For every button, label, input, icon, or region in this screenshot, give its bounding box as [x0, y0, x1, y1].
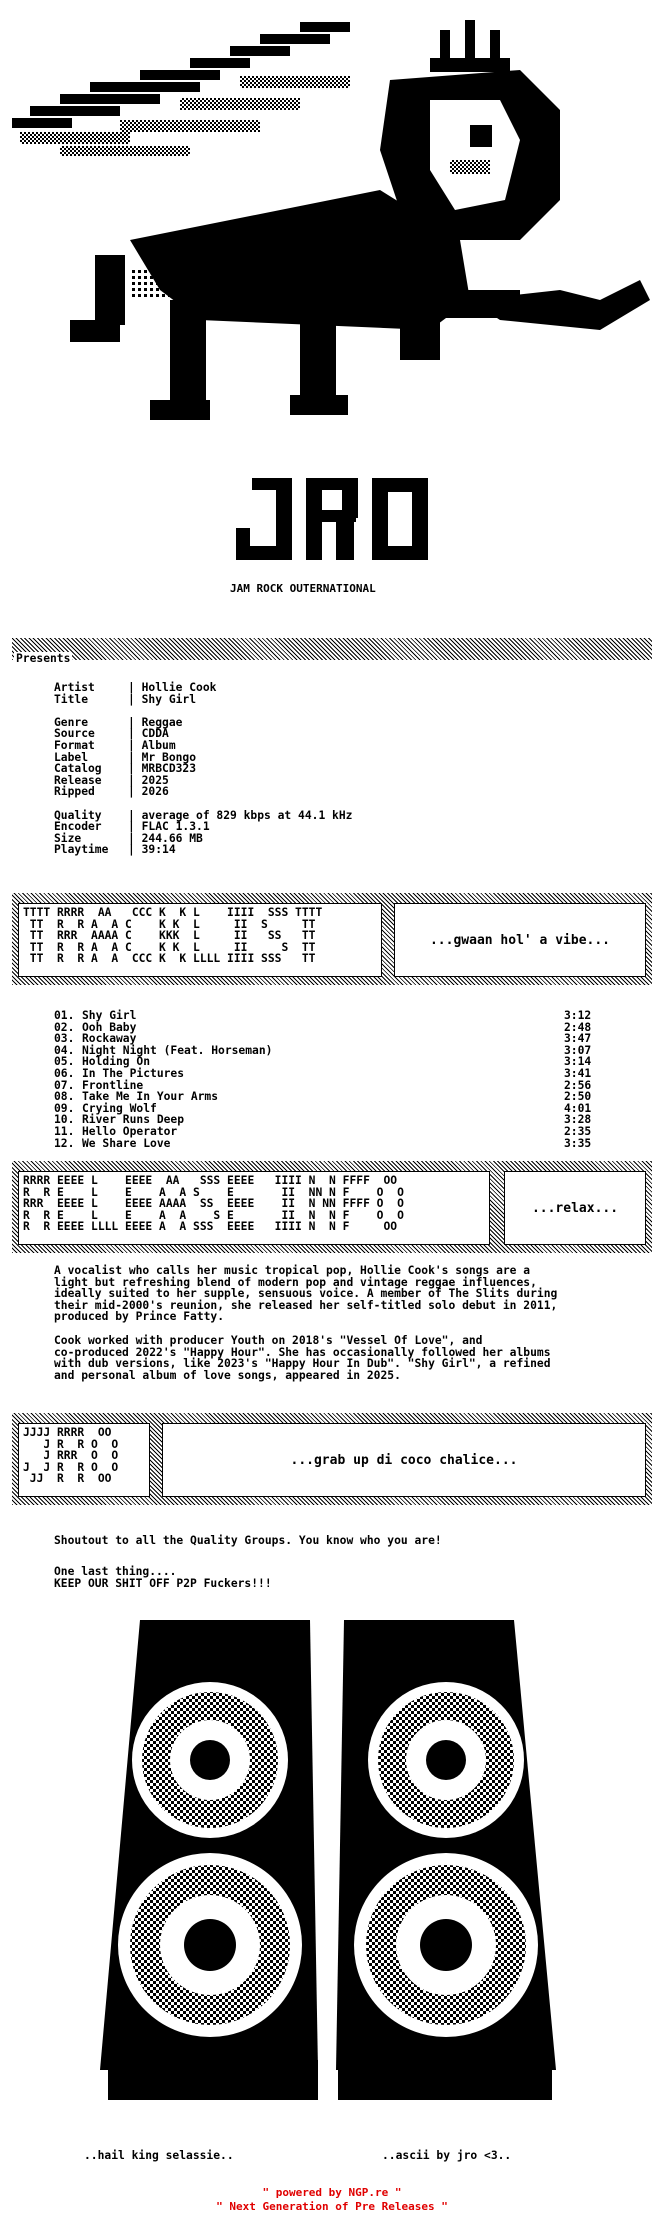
tracklist	[54, 1010, 602, 1149]
info-separator: |	[128, 738, 142, 752]
track-title: We Share Love	[82, 1136, 171, 1150]
info-key: Size	[54, 831, 82, 845]
release-tagline: ...relax...	[531, 1200, 619, 1216]
tracklist-ascii-box	[18, 903, 382, 977]
info-row	[54, 844, 352, 856]
info-row	[54, 775, 352, 787]
track-time: 3:07	[564, 1043, 592, 1057]
info-value: Hollie Cook	[141, 681, 217, 694]
presents-strip	[12, 638, 652, 660]
tracklist-tagline-box	[394, 903, 646, 977]
track-number: 03.	[54, 1032, 75, 1046]
info-value: 2026	[141, 785, 169, 799]
info-row	[54, 682, 352, 694]
info-row	[54, 763, 352, 775]
info-value: average of 829 kbps at 44.1 kHz	[141, 808, 353, 822]
track-title: In The Pictures	[82, 1066, 185, 1080]
jro-logo	[232, 470, 432, 570]
track-title: Ooh Baby	[82, 1020, 137, 1034]
release-ascii: RRRR EEEE L EEEE AA SSS EEEE IIII N N FFFF OO R R E L E A A S E II NN N F O O RRR EEEE L EEEE AAAA SS EEEE II N NN FFFF O O R R E L E A A S E II N N F O O R R EEEE LLLL EEEE A A SSS EEEE IIII N N F OO	[23, 1174, 404, 1234]
info-value: Reggae	[141, 715, 183, 729]
description-p1: A vocalist who calls her music tropical pop, Hollie Cook's songs are a light but refreshing blend of modern pop and vintage reggae influences, ideally suited to her supple, sensuous voice. A member of The Slits during their mid-2000's reunion, she released her self-titled solo debut in 2011, produced by Prince Fatty.	[54, 1264, 558, 1324]
tracklist-ascii: TTTT RRRR AA CCC K K L IIII SSS TTTT TT R R A A C K K L II S TT TT RRR AAAA C KKK L II SS TT TT R R A A C K K L II S TT TT R R A A CCC K K LLLL IIII SSS TT	[23, 906, 323, 966]
info-key: Title	[54, 692, 89, 706]
jro-tagline-box	[162, 1423, 646, 1497]
track-number: 08.	[54, 1090, 75, 1104]
info-value: Mr Bongo	[141, 750, 197, 764]
info-value: FLAC 1.3.1	[141, 820, 210, 834]
track-title: River Runs Deep	[82, 1113, 185, 1127]
info-key: Format	[54, 738, 95, 752]
jro-ascii: JJJJ RRRR OO J R R O O J RRR O O J J R R O O JJ R R OO	[23, 1426, 119, 1486]
track-title: Holding On	[82, 1055, 151, 1069]
track-number: 10.	[54, 1113, 75, 1127]
jro-banner	[12, 1413, 652, 1505]
description-p2: Cook worked with producer Youth on 2018's "Vessel Of Love", and co-produced 2022's "Happy Hour". She has occasionally followed her albums with dub versions, like 2023's "Happy Hour In Dub". "Shy Girl", a refined and personal album of love songs, appeared in 2025.	[54, 1334, 551, 1382]
shoutout: Shoutout to all the Quality Groups. You know who you are!	[54, 1534, 442, 1547]
info-value: Shy Girl	[141, 692, 197, 706]
speakers-art	[0, 1600, 664, 2160]
track-title: Crying Wolf	[82, 1101, 157, 1115]
track-time: 4:01	[564, 1101, 592, 1115]
track-time: 3:47	[564, 1032, 592, 1046]
info-separator: |	[128, 681, 142, 694]
info-value: 244.66 MB	[141, 831, 203, 845]
info-value: 2025	[141, 773, 169, 787]
track-row	[54, 1138, 602, 1150]
info-value: 39:14	[141, 843, 176, 857]
info-key: Ripped	[54, 785, 95, 799]
track-number: 12.	[54, 1136, 75, 1150]
track-number: 02.	[54, 1020, 75, 1034]
right-speaker	[336, 1620, 556, 2100]
info-key: Playtime	[54, 843, 109, 857]
info-separator: |	[128, 727, 142, 741]
track-title: Rockaway	[82, 1032, 137, 1046]
info-key: Release	[54, 773, 102, 787]
speakers-icon	[0, 1600, 664, 2140]
release-ascii-box	[18, 1171, 490, 1245]
lion-icon	[0, 0, 664, 440]
info-key: Label	[54, 750, 89, 764]
track-time: 2:50	[564, 1090, 592, 1104]
release-tagline-box	[504, 1171, 646, 1245]
track-number: 04.	[54, 1043, 75, 1057]
info-separator: |	[128, 843, 142, 857]
track-time: 3:41	[564, 1066, 592, 1080]
left-speaker	[100, 1620, 318, 2100]
info-separator: |	[128, 715, 142, 729]
info-row	[54, 740, 352, 752]
footer-right: ..ascii by jro <3..	[382, 2149, 512, 2162]
info-row	[54, 821, 352, 833]
track-title: Hello Operator	[82, 1124, 178, 1138]
track-number: 11.	[54, 1124, 75, 1138]
track-title: Take Me In Your Arms	[82, 1090, 219, 1104]
ngp-tagline: " Next Generation of Pre Releases "	[216, 2200, 448, 2213]
track-title: Shy Girl	[82, 1009, 137, 1022]
track-number: 01.	[54, 1009, 75, 1022]
info-value: MRBCD323	[141, 762, 197, 776]
release-info-banner	[12, 1161, 652, 1253]
info-separator: |	[128, 750, 142, 764]
footer-left: ..hail king selassie..	[84, 2149, 234, 2162]
track-time: 2:56	[564, 1078, 592, 1092]
info-row	[54, 705, 352, 717]
info-separator: |	[128, 785, 142, 799]
info-row	[54, 786, 352, 798]
track-number: 06.	[54, 1066, 75, 1080]
track-time: 3:12	[564, 1009, 592, 1022]
info-row	[54, 728, 352, 740]
info-key: Quality	[54, 808, 102, 822]
release-info	[54, 682, 352, 856]
track-number: 07.	[54, 1078, 75, 1092]
jro-ascii-box	[18, 1423, 150, 1497]
track-time: 2:48	[564, 1020, 592, 1034]
tracklist-banner	[12, 893, 652, 985]
track-title: Night Night (Feat. Horseman)	[82, 1043, 273, 1057]
track-time: 3:35	[564, 1136, 592, 1150]
track-title: Frontline	[82, 1078, 144, 1092]
info-key: Genre	[54, 715, 89, 729]
last-thing: One last thing....	[54, 1565, 177, 1578]
info-separator: |	[128, 808, 142, 822]
track-number: 05.	[54, 1055, 75, 1069]
info-separator: |	[128, 831, 142, 845]
tracklist-tagline: ...gwaan hol' a vibe...	[429, 932, 610, 948]
jro-tagline: ...grab up di coco chalice...	[290, 1452, 518, 1468]
info-key: Source	[54, 727, 95, 741]
warning: KEEP OUR SHIT OFF P2P Fuckers!!!	[54, 1577, 272, 1590]
info-separator: |	[128, 773, 142, 787]
powered-by: " powered by NGP.re "	[262, 2186, 402, 2199]
track-number: 09.	[54, 1101, 75, 1115]
info-value: Album	[141, 738, 176, 752]
info-row	[54, 717, 352, 729]
track-time: 3:28	[564, 1113, 592, 1127]
track-time: 2:35	[564, 1124, 592, 1138]
info-key: Catalog	[54, 762, 102, 776]
info-separator: |	[128, 692, 142, 706]
info-value: CDDA	[141, 727, 169, 741]
info-key: Artist	[54, 681, 95, 694]
lion-art	[0, 0, 664, 440]
track-time: 3:14	[564, 1055, 592, 1069]
info-key: Encoder	[54, 820, 102, 834]
info-separator: |	[128, 762, 142, 776]
info-row	[54, 694, 352, 706]
logo-subtitle: JAM ROCK OUTERNATIONAL	[230, 582, 376, 595]
presents-label: Presents	[16, 652, 71, 665]
jro-logo-icon	[232, 470, 432, 570]
info-separator: |	[128, 820, 142, 834]
